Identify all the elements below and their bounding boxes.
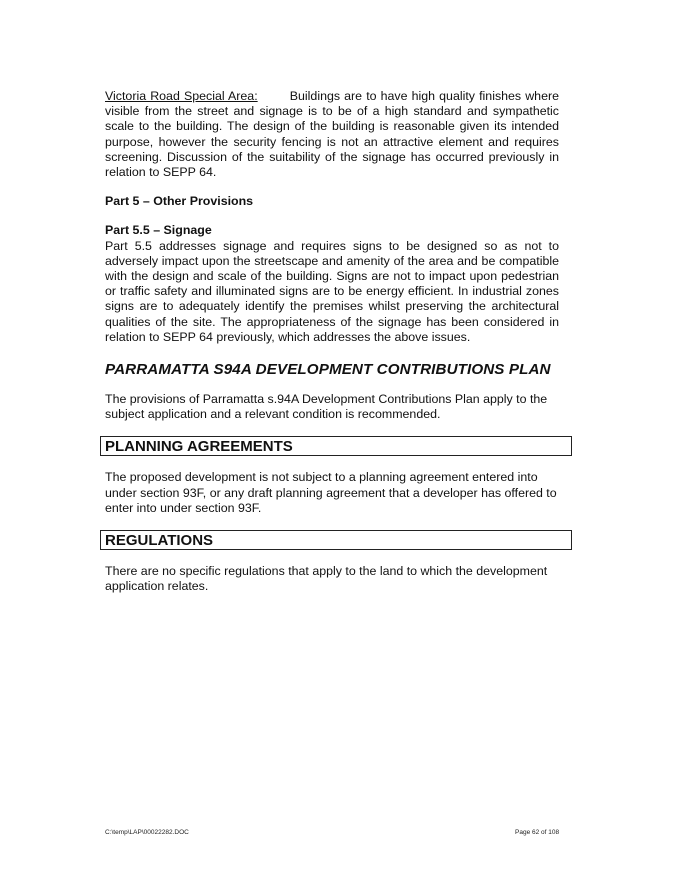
victoria-road-label: Victoria Road Special Area: <box>105 89 258 103</box>
footer-file-path: C:\temp\LAP\00022282.DOC <box>105 829 189 836</box>
planning-agreements-paragraph: The proposed development is not subject to a planning agreement entered into under section 93F, or any draft planning agreement that a developer has offered to enter into under section 93F. <box>105 470 557 515</box>
part55-paragraph: Part 5.5 addresses signage and requires signs to be designed so as not to adversely impact upon the streetscape and amenity of the area and be compatible with the design and scale of the building. Signs are not to impact upon pedestrian or traffic safety and illuminated signs are to be energy efficient. In industrial zones signs are to adequately identify the premises whilst preserving the architectural qualities of the site. The appropriateness of the signage has been considered in relation to SEPP 64 previously, which addresses the above issues. <box>105 238 559 344</box>
regulations-paragraph: There are no specific regulations that apply to the land to which the development application relates. <box>105 564 548 594</box>
footer-page-number: Page 62 of 108 <box>515 829 560 836</box>
s94a-paragraph: The provisions of Parramatta s.94A Development Contributions Plan apply to the subject application and a relevant condition is recommended. <box>105 392 548 422</box>
part5-heading: Part 5 – Other Provisions <box>105 194 254 209</box>
s94a-heading: PARRAMATTA S94A DEVELOPMENT CONTRIBUTIONS PLAN <box>105 361 551 379</box>
document-body <box>105 89 559 594</box>
part55-heading: Part 5.5 – Signage <box>105 223 212 238</box>
planning-agreements-heading: PLANNING AGREEMENTS <box>100 436 572 456</box>
victoria-road-paragraph <box>105 89 559 180</box>
regulations-heading: REGULATIONS <box>100 530 572 550</box>
victoria-road-text: Buildings are to have high quality finishes where visible from the street and signage is to be of a high standard and sympathetic scale to the building. The design of the building is reasonable given its intended purpose, however the security fencing is not an attractive element and requires screening. Discussion of the suitability of the signage has occurred previously in relation to SEPP 64. <box>105 89 559 180</box>
